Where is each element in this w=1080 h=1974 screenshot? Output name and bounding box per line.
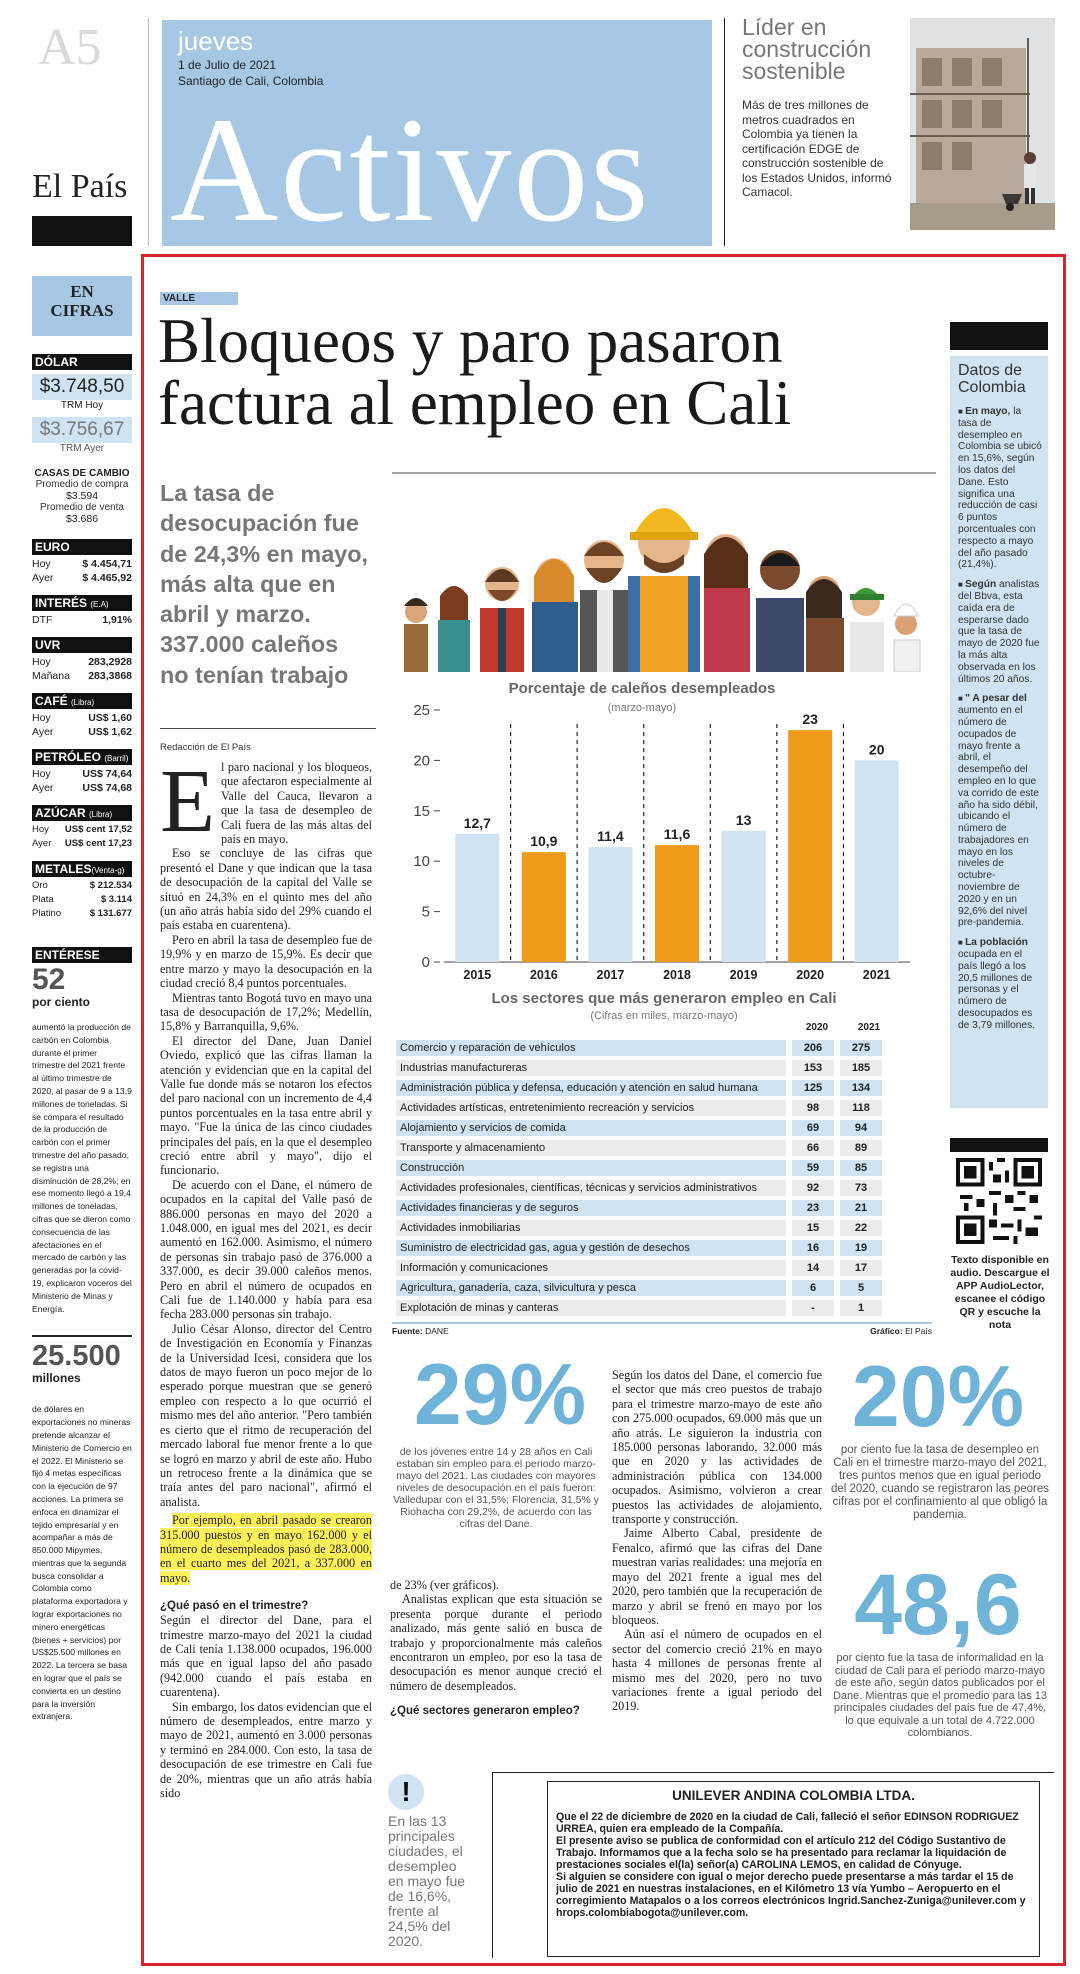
subhead-trimestre: ¿Qué pasó en el trimestre?	[160, 1600, 309, 1613]
table-col-2021: 2021	[857, 1022, 881, 1033]
datos-list	[958, 406, 1042, 1032]
export-text: de dólares en exportaciones no mineras pretende alcanzar el Ministerio de Comercio en el 2022. El Ministerio se fijó 4 metas específicas con la ejecución de 97 acciones. La primera se enfoca en dinamizar el tejido empresarial y en acompañar a más de 850.000 Mipymes, mientras que la segunda busca consolidar a Colombia como plataforma exportadora y lograr exportaciones no minero energéticas (bienes + servicios) por US$25.500 millones en 2022. La tercera se basa en lograr que el país se convierta en un destino para la inversión extranjera.	[32, 1404, 132, 1722]
datos-item-text: ocupada en el país llegó a los 20,5 millones de personas y el número de desocupados es de 3,79 millones.	[958, 949, 1036, 1031]
uvr-row-value: 283,2928	[88, 656, 132, 668]
teaser-divider	[724, 18, 725, 246]
construction-photo	[910, 18, 1055, 230]
highlighted-paragraph	[160, 1513, 372, 1585]
datos-box	[950, 356, 1048, 1108]
article-column-1	[160, 752, 372, 1801]
x-tick-label: 2018	[663, 968, 691, 980]
notice-line: Que el 22 de diciembre de 2020 en la ciudad de Cali, falleció el señor EDINSON RODRIGUEZ URREA, quien era empleado de la Compañía.	[556, 1811, 1019, 1835]
bar-value-label: 23	[802, 711, 818, 728]
azucar-row-label: Ayer	[32, 838, 52, 849]
metales-row-value: $ 131.677	[89, 908, 132, 919]
x-tick-label: 2019	[729, 968, 758, 980]
paragraph: Mientras tanto Bogotá tuvo en mayo una tasa de desocupación de 17,2%; Medellín, 15,8% y Barranquilla, 9,6%.	[160, 990, 372, 1034]
dolar-today-label: TRM Hoy	[60, 400, 104, 411]
sector-name: Actividades profesionales, científicas, técnicas y servicios administrativos	[396, 1180, 786, 1196]
cafe-sub: (Libra)	[71, 698, 95, 707]
datos-top-bar	[950, 322, 1048, 350]
enterese-number: 52	[32, 963, 66, 996]
table-row	[396, 1218, 896, 1238]
bullet-icon: ■	[958, 694, 966, 704]
uvr-row	[32, 655, 132, 669]
value-2021: 1	[840, 1300, 882, 1316]
metales-row	[32, 907, 132, 921]
sector-name: Construcción	[396, 1160, 786, 1176]
datos-item	[958, 937, 1042, 1031]
datos-item-lead: La población	[965, 937, 1028, 949]
cafe-row-value: US$ 1,62	[88, 726, 132, 738]
legal-notice	[492, 1772, 1054, 1958]
petroleo-sub: (Barril)	[104, 754, 129, 763]
stat-29-number: 29%	[413, 1347, 587, 1443]
table-row	[396, 1238, 896, 1258]
paragraph: El director del Dane, Juan Daniel Oviedo, explicó que las cifras llaman la atención y evidencian que en la capital del Valle fue donde más se notaron los efectos del paro nacional con un incremento de 4,4 puntos porcentuales en la tasa entre abril y mayo. "Fue la única de las cinco ciudades principales del país, en la que el desempleo creció entre abril y mayo", dijo el funcionario.	[160, 1033, 372, 1178]
qr-top-bar	[950, 1138, 1048, 1152]
table-row	[396, 1178, 896, 1198]
bar-value-label: 10,9	[530, 833, 558, 850]
sector-name: Administración pública y defensa, educación y atención en salud humana	[396, 1080, 786, 1096]
table-title: Los sectores que más generaron empleo en Cali	[491, 990, 837, 1007]
petroleo-row	[32, 767, 132, 781]
value-2021: 275	[840, 1040, 882, 1056]
uvr-row-value: 283,3868	[88, 670, 132, 682]
paragraph: Según el director del Dane, para el trimestre marzo-mayo del 2021 la ciudad de Cali tenía 1.138.000 ocupados, 196.000 más que en igual lapso del año pasado (942.000 cuando el país estaba en cuarentena).	[160, 1613, 372, 1700]
y-tick-label: 15	[413, 802, 430, 820]
x-tick-label: 2016	[529, 968, 558, 980]
bar-value-label: 11,6	[663, 826, 691, 843]
uvr-head: UVR	[32, 637, 132, 653]
sector-name: Información y comunicaciones	[396, 1260, 786, 1276]
paragraph-lead	[160, 752, 372, 851]
value-2020: 16	[792, 1240, 834, 1256]
bullet-icon: ■	[958, 580, 966, 590]
value-2020: 206	[792, 1040, 834, 1056]
table-row	[396, 1058, 896, 1078]
azucar-sub: (Libra)	[89, 810, 113, 819]
y-tick-label: 10	[413, 853, 430, 871]
qr-code[interactable]	[956, 1158, 1042, 1244]
bullet-icon: ■	[958, 407, 966, 416]
enterese-unit: por ciento	[32, 995, 91, 1009]
subhead-sectores: ¿Qué sectores generaron empleo?	[390, 1705, 580, 1718]
sector-name: Industrias manufactureras	[396, 1060, 786, 1076]
sector-name: Comercio y reparación de vehículos	[396, 1040, 786, 1056]
metales-row	[32, 879, 132, 893]
alert-text: En las 13 principales ciudades, el desempleo en mayo fue de 16,6%, frente al 24,5% del 2020.	[388, 1813, 466, 1949]
interes-sub: (E.A)	[90, 600, 109, 609]
table-row	[396, 1198, 896, 1218]
stat-20-number: 20%	[851, 1349, 1025, 1445]
value-2021: 89	[840, 1140, 882, 1156]
cafe-row	[32, 725, 132, 739]
cafe-row-label: Hoy	[32, 712, 51, 724]
datos-item	[958, 406, 1042, 571]
paragraph: Julio César Alonso, director del Centro de Investigación en Economía y Finanzas de la Universidad Icesi, considera que los datos de mayo fueron un poco mejor de lo esperado porque muestran que se generó empleo con respecto a lo que ocurrió el mismo mes del año anterior. "Pero también es cierto que el ritmo de recuperación del mercado laboral fue menor frente a lo que se logró en marzo y abril de este año. Hubo un retroceso frente a la dinámica que se traía antes del paro nacional", afirmó el analista.	[160, 1321, 372, 1509]
qr-text: Texto disponible en audio. Descargue el APP AudioLector, escanee el código QR y escuche la nota	[950, 1254, 1050, 1331]
uvr-row	[32, 669, 132, 683]
petroleo-row-label: Ayer	[32, 782, 54, 794]
value-2021: 118	[840, 1100, 882, 1116]
datos-item	[958, 693, 1042, 929]
azucar-row-value: US$ cent 17,52	[64, 824, 132, 835]
metales-row-label: Platino	[32, 908, 62, 919]
table-row	[396, 1298, 896, 1318]
casas-sell: $3.686	[65, 513, 99, 525]
paragraph: Jaime Alberto Cabal, presidente de Fenalco, afirmó que las cifras del Dane muestran varias realidades: una mejoría en mayo del 2021 frente a igual mes del 2020, pero también que la recuperación de marzo y abril se frenó en mayo por los bloqueos.	[612, 1526, 822, 1627]
azucar-row	[32, 823, 132, 837]
export-number: 25.500	[32, 1340, 121, 1373]
enterese-head: ENTÉRESE	[32, 947, 132, 963]
metales-title: METALES	[35, 862, 92, 876]
y-tick-label: 0	[421, 954, 430, 971]
table-col-2020: 2020	[805, 1022, 829, 1033]
sector-name: Transporte y almacenamiento	[396, 1140, 786, 1156]
value-2020: 15	[792, 1220, 834, 1236]
table-row	[396, 1118, 896, 1138]
table-subtitle: (Cifras en miles, marzo-mayo)	[590, 1010, 738, 1022]
deck: La tasa de desocupación fue de 24,3% en mayo, más alta que en abril y marzo. 337.000 caleños no tenían trabajo	[160, 480, 369, 688]
euro-head: EURO	[32, 539, 132, 555]
article-column-2	[390, 1578, 602, 1717]
value-2020: 92	[792, 1180, 834, 1196]
interes-row-label: DTF	[32, 614, 53, 626]
sector-name: Actividades inmobiliarias	[396, 1220, 786, 1236]
casas-head: CASAS DE CAMBIO	[34, 468, 130, 479]
table-row	[396, 1258, 896, 1278]
value-2020: 125	[792, 1080, 834, 1096]
bar-value-label: 11,4	[597, 828, 624, 845]
paragraph: Sin embargo, los datos evidencian que el número de desempleados, entre marzo y mayo de 2021, aumentó en 3.000 personas y terminó en 284.000. Con esto, la tasa de desocupación de ese trimestre en Cali fue de 20%, mientras que un año atrás había sido	[160, 1699, 372, 1801]
chart-title: Porcentaje de caleños desempleados	[508, 680, 776, 697]
value-2021: 134	[840, 1080, 882, 1096]
sector-name: Explotación de minas y canteras	[396, 1300, 786, 1316]
azucar-row-value: US$ cent 17,23	[64, 838, 132, 849]
chart-subtitle: (marzo-mayo)	[607, 702, 677, 714]
datos-item-text: analistas del Bbva, esta caída era de esperarse dado que la tasa de mayo de 2020 fue la más alta observada en los últimos 20 años.	[958, 579, 1040, 685]
headline: Bloqueos y paro pasaron factura al empleo en Cali	[158, 306, 792, 438]
source-label: Fuente:	[392, 1326, 423, 1336]
paragraph: Analistas explican que esta situación se presenta porque durante el periodo analizado, más gente salió en busca de trabajo y proporcionalmente más caleños encontraron un empleo, por eso la tasa de desocupación es menor aunque creció el número de desempleados.	[390, 1592, 602, 1693]
value-2020: 98	[792, 1100, 834, 1116]
x-tick-label: 2021	[862, 968, 891, 980]
casas-sell-label: Promedio de venta	[40, 502, 124, 513]
paragraph: de 23% (ver gráficos).	[390, 1578, 499, 1592]
highlight-text: Por ejemplo, en abril pasado se crearon 315.000 puestos y en mayo 162.000 y el número de desempleados pasó de 283.000, en el cuarto mes del 2021, a 337.000 en mayo.	[160, 1513, 372, 1585]
paragraph: De acuerdo con el Dane, el número de ocupados en la capital del Valle pasó de 886.000 personas en mayo del 2020 a 1.048.000, en igual mes del 2021, es decir aumentó en 162.000. Asimismo, el número de personas sin trabajo pasó de 376.000 a 337.000, es decir 39.000 caleños menos. Pero en abril el número de ocupados en Cali fue de 1.140.000 y había para esa fecha 283.000 personas sin trabajo.	[160, 1177, 372, 1322]
euro-row-label: Hoy	[32, 558, 51, 570]
cafe-row	[32, 711, 132, 725]
metales-sub: (Venta-g)	[91, 866, 125, 875]
value-2020: 153	[792, 1060, 834, 1076]
table-row	[396, 1138, 896, 1158]
euro-row	[32, 557, 132, 571]
stat-486-number: 48,6	[854, 1557, 1022, 1653]
sector-name: Actividades artísticas, entretenimiento recreación y servicios	[396, 1100, 786, 1116]
datos-item-lead: En mayo,	[965, 406, 1011, 417]
value-2021: 5	[840, 1280, 882, 1296]
page-number: A5	[38, 19, 102, 76]
dropcap: E	[160, 752, 215, 851]
table-row	[396, 1158, 896, 1178]
unemployment-bar-chart	[410, 698, 930, 980]
cafe-title: CAFÉ	[35, 694, 68, 708]
petroleo-head	[32, 749, 132, 765]
sector-name: Suministro de electricidad gas, agua y gestión de desechos	[396, 1240, 786, 1256]
azucar-head	[32, 805, 132, 821]
dolar-yest-label: TRM Ayer	[59, 443, 105, 454]
weekday: jueves	[178, 26, 254, 56]
dolar-yest: $3.756,67	[32, 417, 132, 443]
azucar-row-label: Hoy	[32, 824, 49, 835]
cafe-row-value: US$ 1,60	[88, 712, 132, 724]
date: 1 de Julio de 2021	[178, 58, 277, 72]
interes-head	[32, 595, 132, 611]
petroleo-row-label: Hoy	[32, 768, 51, 780]
euro-row	[32, 571, 132, 585]
value-2021: 22	[840, 1220, 882, 1236]
datos-item	[958, 579, 1042, 685]
credit-label: Gráfico:	[870, 1326, 903, 1336]
metales-row-label: Oro	[32, 880, 48, 891]
value-2021: 185	[840, 1060, 882, 1076]
datos-item-lead: Según	[965, 579, 997, 591]
petroleo-row-value: US$ 74,68	[82, 782, 132, 794]
bullet-icon: ■	[958, 938, 966, 948]
interes-row-value: 1,91%	[102, 614, 132, 626]
cafe-row-label: Ayer	[32, 726, 54, 738]
bar	[788, 730, 832, 962]
petroleo-row-value: US$ 74,64	[82, 768, 132, 780]
x-tick-label: 2015	[463, 968, 492, 980]
datos-item-lead: " A pesar del	[965, 693, 1027, 705]
bar	[588, 847, 632, 962]
azucar-row	[32, 837, 132, 851]
metales-row-value: $ 212.534	[89, 880, 132, 891]
place: Santiago de Cali, Colombia	[178, 74, 324, 88]
newspaper-logo: El País	[32, 168, 128, 205]
sector-table	[396, 1038, 896, 1318]
paragraph: Aún así el número de ocupados en el sector del comercio creció 21% en mayo hasta 4 millones de personas frente al mismo mes del 2020, pero no tuvo variaciones frente a igual periodo del 2019.	[612, 1627, 822, 1714]
source: DANE	[425, 1326, 449, 1336]
kicker: VALLE	[160, 292, 238, 305]
euro-row-value: $ 4.454,71	[82, 558, 132, 570]
metales-row	[32, 893, 132, 907]
value-2020: 23	[792, 1200, 834, 1216]
table-row	[396, 1098, 896, 1118]
bar	[455, 834, 499, 962]
value-2020: 14	[792, 1260, 834, 1276]
value-2021: 17	[840, 1260, 882, 1276]
petroleo-row	[32, 781, 132, 795]
uvr-row-label: Mañana	[32, 670, 70, 682]
datos-title: Datos de Colombia	[958, 362, 1026, 396]
metales-head	[32, 861, 132, 877]
teaser-text: Más de tres millones de metros cuadrados en Colombia ya tienen la certificación EDGE de construcción sostenible de los Estados Unidos, informó Camacol.	[742, 98, 892, 199]
logo-bar	[32, 216, 132, 246]
casas-buy: $3.594	[65, 490, 99, 502]
section-title: Activos	[170, 87, 651, 246]
value-2020: 6	[792, 1280, 834, 1296]
value-2021: 19	[840, 1240, 882, 1256]
value-2021: 94	[840, 1120, 882, 1136]
interes-row	[32, 613, 132, 627]
article-column-3	[612, 1368, 822, 1714]
dolar-head: DÓLAR	[32, 354, 132, 370]
alert-icon: !	[388, 1774, 424, 1810]
uvr-row-label: Hoy	[32, 656, 51, 668]
cafe-head	[32, 693, 132, 709]
table-row	[396, 1038, 896, 1058]
notice-title: UNILEVER ANDINA COLOMBIA LTDA.	[672, 1788, 915, 1803]
bar	[655, 845, 699, 962]
paragraph: Pero en abril la tasa de desempleo fue de 19,9% y en marzo de 15,9%. Es decir que entre marzo y mayo la desocupación en la ciudad creció 8,4 puntos porcentuales.	[160, 932, 372, 991]
sector-name: Agricultura, ganadería, caza, silvicultura y pesca	[396, 1280, 786, 1296]
table-row	[396, 1278, 896, 1298]
bar-value-label: 20	[868, 741, 885, 758]
header-divider	[148, 18, 149, 246]
value-2021: 21	[840, 1200, 882, 1216]
metales-row-value: $ 3.114	[100, 894, 132, 905]
y-tick-label: 25	[413, 702, 430, 719]
workers-illustration	[392, 472, 936, 672]
euro-row-value: $ 4.465,92	[82, 572, 132, 584]
y-tick-label: 5	[421, 903, 430, 921]
sidebar-title: EN CIFRAS	[32, 276, 132, 336]
datos-item-text: aumento en el número de ocupados de mayo frente a abril, el desempeño del empleo en lo que va corrido de este año ha sido débil, ubicando el número de trabajadores en mayo en los niveles de octubre-noviembre de 2020 y en un 92,6% del nivel pre-pandemia.	[958, 705, 1039, 929]
interes-title: INTERÉS	[35, 596, 88, 610]
petroleo-title: PETRÓLEO	[35, 750, 102, 764]
byline: Redacción de El País	[160, 742, 251, 753]
sidebar	[32, 276, 132, 1723]
paragraph-lead-text: l paro nacional y los bloqueos, que afectaron especialmente al Valle del Cauca, llevaron a que la tasa de desempleo de Cali fuera de las más altas del país en mayo.	[220, 760, 372, 847]
metales-row-label: Plata	[32, 894, 54, 905]
credit: El País	[905, 1326, 932, 1336]
teaser-title: Líder en construcción sostenible	[742, 14, 872, 84]
datos-item-text: la tasa de desempleo en Colombia se ubicó en 15,6%, según los datos del Dane. Esto significa una reducción de casi 6 puntos porcentuales con respecto a mayo del año pasado (21,4%).	[958, 406, 1042, 571]
value-2021: 73	[840, 1180, 882, 1196]
paragraph: Eso se concluye de las cifras que presentó el Dane y que indican que la tasa de desocupación de la capital del Valle se situó en 24,3% en el quinto mes del año (un año atrás había sido del 29% cuando el país estaba en cuarentena).	[160, 846, 372, 933]
enterese-text: aumentó la producción de carbón en Colombia durante el primer trimestre del 2021 frente al último trimestre de 2020, al pasar de 9 a 13,9 millones de toneladas. Si se compara el resultado de la producción de carbón con el primer trimestre del año pasado, se registra una disminución de 28,2%; en ese momento llegó a 19,4 millones de toneladas, cifras que se dieron como consecuencia de las afectaciones en el mercado de carbón y las generadas por la covid-19, explicaron voceros del Ministerio de Minas y Energía.	[32, 1022, 132, 1314]
azucar-title: AZÚCAR	[35, 806, 86, 820]
x-tick-label: 2017	[596, 968, 625, 980]
casas-buy-label: Promedio de compra	[35, 479, 129, 490]
table-footer	[392, 1322, 932, 1336]
bar	[522, 852, 566, 962]
euro-row-label: Ayer	[32, 572, 54, 584]
export-unit: millones	[32, 1371, 81, 1386]
notice-line: El presente aviso se publica de conformidad con el artículo 212 del Código Sustantivo de Trabajo. Informamos que a la fecha solo se ha presentado para reclamar la liquidación de prestaciones sociales el(la) señor(a) CAROLINA LEMOS, en calidad de Cónyuge.	[556, 1835, 1007, 1871]
bar-value-label: 13	[735, 811, 752, 828]
table-row	[396, 1078, 896, 1098]
bar-value-label: 12,7	[463, 814, 491, 831]
y-tick-label: 20	[413, 752, 430, 770]
value-2021: 85	[840, 1160, 882, 1176]
bar	[855, 760, 899, 962]
x-tick-label: 2020	[796, 968, 825, 980]
notice-line: Si alguien se considere con igual o mejor derecho puede presentarse a más tardar el 15 de julio de 2021 en nuestras instalaciones, en el Kilómetro 13 vía Yumbo – Aeropuerto en el corregimiento Matapalos o a los correos electrónicos Ingrid.Sanchez-Zuniga@unilever.com y hrops.colombiabogota@unilever.com.	[556, 1871, 1026, 1919]
bar	[722, 831, 766, 962]
value-2020: 59	[792, 1160, 834, 1176]
stat-29-text: de los jóvenes entre 14 y 28 años en Cali estaban sin empleo para el periodo marzo-mayo del 2021. Las ciudades con mayores niveles de desocupación en el país fueron: Valledupar con el 31,5%; Florencia, 31,5% y Riohacha con 29,2%, de acuerdo con las cifras del Dane.	[393, 1446, 599, 1530]
paragraph: Según los datos del Dane, el comercio fue el sector que más creo puestos de trabajo para el trimestre marzo-mayo de este año con 275.000 ocupados, 69.000 más que un año atrás. Le siguieron la industria con 185.000 personas laborando, 32.000 más que en 2020 y las actividades de administración pública con 134.000 ocupados. Asimismo, volvieron a crear puestos las actividades de alojamiento, transporte y construcción.	[612, 1368, 822, 1527]
stat-20-text: por ciento fue la tasa de desempleo en Cali en el trimestre marzo-mayo del 2021, tres puntos menos que en igual periodo del 2020, cuando se registraron las peores cifras por el confinamiento al que obligó la pandemia.	[830, 1444, 1049, 1521]
value-2020: 66	[792, 1140, 834, 1156]
value-2020: 69	[792, 1120, 834, 1136]
sector-name: Actividades financieras y de seguros	[396, 1200, 786, 1216]
sector-name: Alojamiento y servicios de comida	[396, 1120, 786, 1136]
value-2020: -	[792, 1300, 834, 1316]
section-banner	[162, 20, 712, 246]
stat-486-text: por ciento fue la tasa de informalidad en la ciudad de Cali para el periodo marzo-mayo de este año, según datos publicados por el Dane. Mientras que el promedio para las 13 principales ciudades del país fue de 47,4%, lo que equivale a un total de 4.722.000 colombianos.	[832, 1652, 1047, 1739]
deck-rule	[160, 728, 376, 729]
dolar-today: $3.748,50	[32, 374, 132, 400]
